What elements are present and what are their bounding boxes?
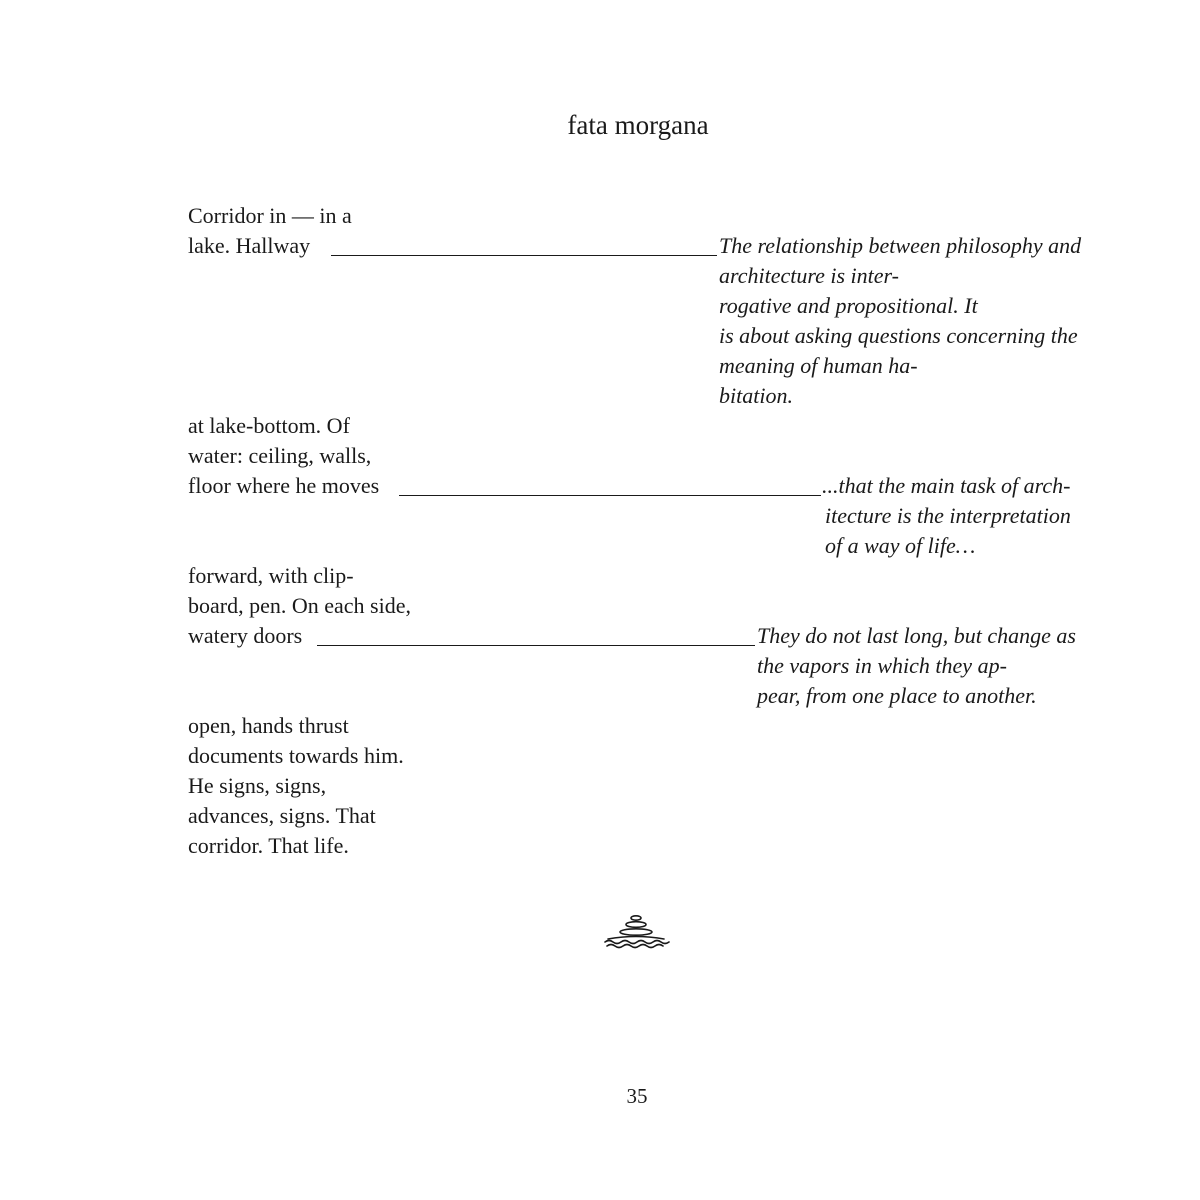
note-line: pear, from one place to another. — [757, 683, 1037, 708]
poem-line: water: ceiling, walls, — [188, 443, 372, 468]
connector-rule — [399, 495, 821, 496]
marginal-note-2 — [822, 471, 1071, 561]
stacked-stones-on-water-icon — [602, 912, 674, 952]
note-line: the vapors in which they ap- — [757, 653, 1007, 678]
poem-line: lake. Hallway — [188, 233, 311, 258]
page-number: 35 — [626, 1084, 648, 1108]
poem-line: Corridor in — in a — [188, 203, 352, 228]
note-line: The relationship between philosophy and — [719, 233, 1082, 258]
note-line: meaning of human ha- — [719, 353, 918, 378]
note-line: of a way of life… — [825, 533, 976, 558]
poem-line: watery doors — [188, 623, 303, 648]
page-title: fata morgana — [567, 110, 709, 140]
poem-line: documents towards him. — [188, 743, 404, 768]
poem-line: board, pen. On each side, — [188, 593, 411, 618]
note-line: ...that the main task of arch- — [822, 473, 1071, 498]
note-line: bitation. — [719, 383, 793, 408]
note-line: architecture is inter- — [719, 263, 899, 288]
poem-line: corridor. That life. — [188, 833, 349, 858]
note-line: itecture is the interpretation — [825, 503, 1071, 528]
marginal-note-3 — [757, 621, 1076, 711]
poem-line: forward, with clip- — [188, 563, 354, 588]
poem-line: advances, signs. That — [188, 803, 376, 828]
connector-rule — [317, 645, 755, 646]
note-line: rogative and propositional. It — [719, 293, 978, 318]
marginal-note-1 — [719, 231, 1081, 411]
note-line: is about asking questions concerning the — [719, 323, 1078, 348]
note-line: They do not last long, but change as — [757, 623, 1076, 648]
poem-line: He signs, signs, — [188, 773, 327, 798]
poem-line: at lake-bottom. Of — [188, 413, 350, 438]
connector-rule — [331, 255, 717, 256]
poem-line: open, hands thrust — [188, 713, 349, 738]
poem-line: floor where he moves — [188, 473, 380, 498]
